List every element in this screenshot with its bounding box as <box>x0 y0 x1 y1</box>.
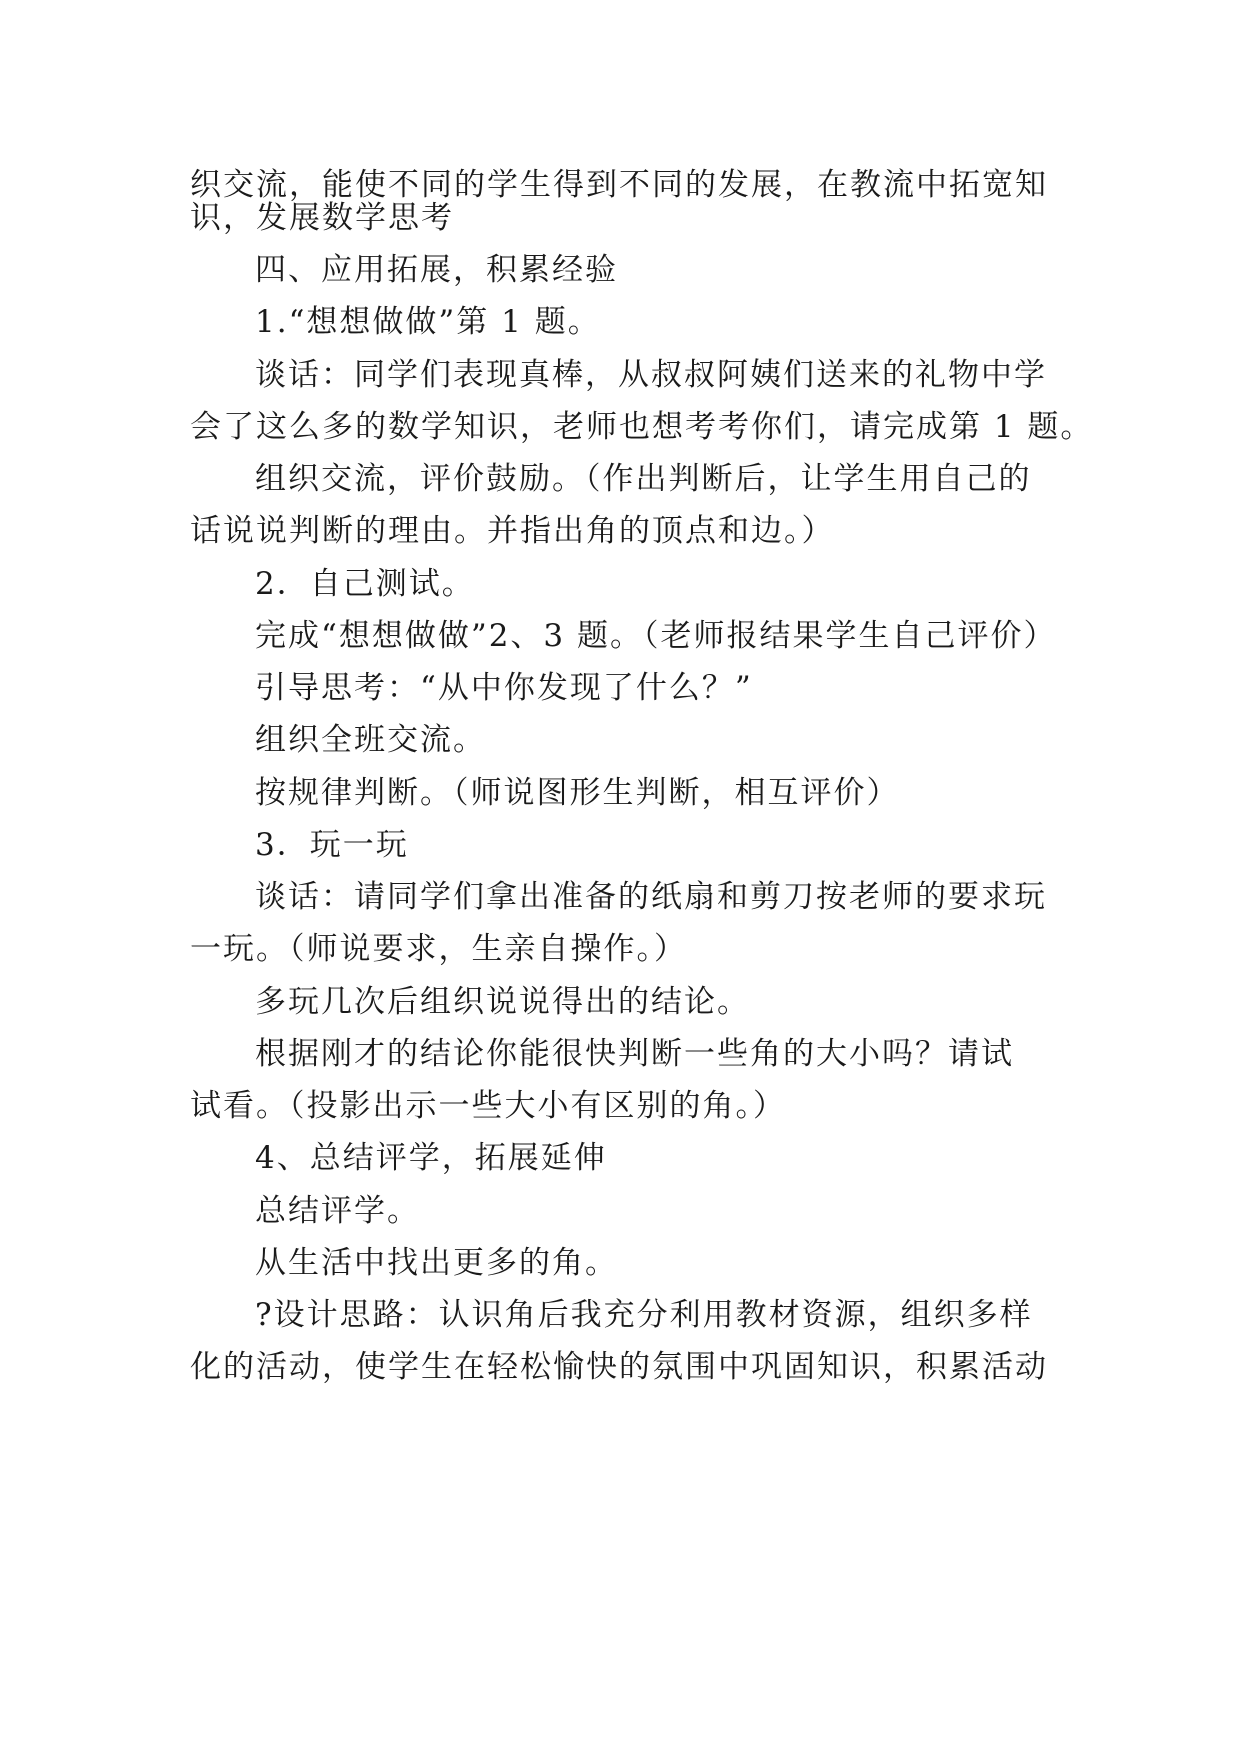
section-heading: 四、应用拓展，积累经验 <box>255 252 618 288</box>
paragraph-line: 多玩几次后组织说说得出的结论。 <box>255 984 750 1020</box>
paragraph-line: 2．自己测试。 <box>255 566 475 602</box>
paragraph-line: 化的活动，使学生在轻松愉快的氛围中巩固知识，积累活动 <box>190 1349 1048 1385</box>
paragraph-line: 组织交流，评价鼓励。（作出判断后，让学生用自己的 <box>255 461 1032 497</box>
paragraph-line: 试看。（投影出示一些大小有区别的角。） <box>190 1088 786 1124</box>
paragraph-line: 一玩。（师说要求，生亲自操作。） <box>190 931 687 967</box>
paragraph-line: 会了这么多的数学知识，老师也想考考你们，请完成第 1 题。 <box>190 409 1094 445</box>
paragraph-line: 总结评学。 <box>255 1193 420 1229</box>
paragraph-line: 谈话：请同学们拿出准备的纸扇和剪刀按老师的要求玩 <box>255 879 1047 915</box>
paragraph-line: 3．玩一玩 <box>255 827 409 863</box>
paragraph-line: 引导思考：“从中你发现了什么？” <box>255 670 753 706</box>
section-heading: 4、总结评学，拓展延伸 <box>255 1140 607 1176</box>
paragraph-line: 1.“想想做做”第 1 题。 <box>255 304 601 340</box>
paragraph-line: 织交流，能使不同的学生得到不同的发展，在教流中拓宽知 <box>190 167 1048 203</box>
paragraph-line: 组织全班交流。 <box>255 722 486 758</box>
paragraph-line: 谈话：同学们表现真棒，从叔叔阿姨们送来的礼物中学 <box>255 357 1047 393</box>
paragraph-line: 话说说判断的理由。并指出角的顶点和边。） <box>190 513 835 549</box>
paragraph-line: ?设计思路：认识角后我充分利用教材资源，组织多样 <box>255 1297 1033 1333</box>
paragraph-line: 按规律判断。（师说图形生判断，相互评价） <box>255 775 900 811</box>
paragraph-line: 识，发展数学思考 <box>190 200 454 236</box>
paragraph-line: 完成“想想做做”2、3 题。（老师报结果学生自己评价） <box>255 618 1057 654</box>
paragraph-line: 从生活中找出更多的角。 <box>255 1245 618 1281</box>
paragraph-line: 根据刚才的结论你能很快判断一些角的大小吗？请试 <box>255 1036 1014 1072</box>
